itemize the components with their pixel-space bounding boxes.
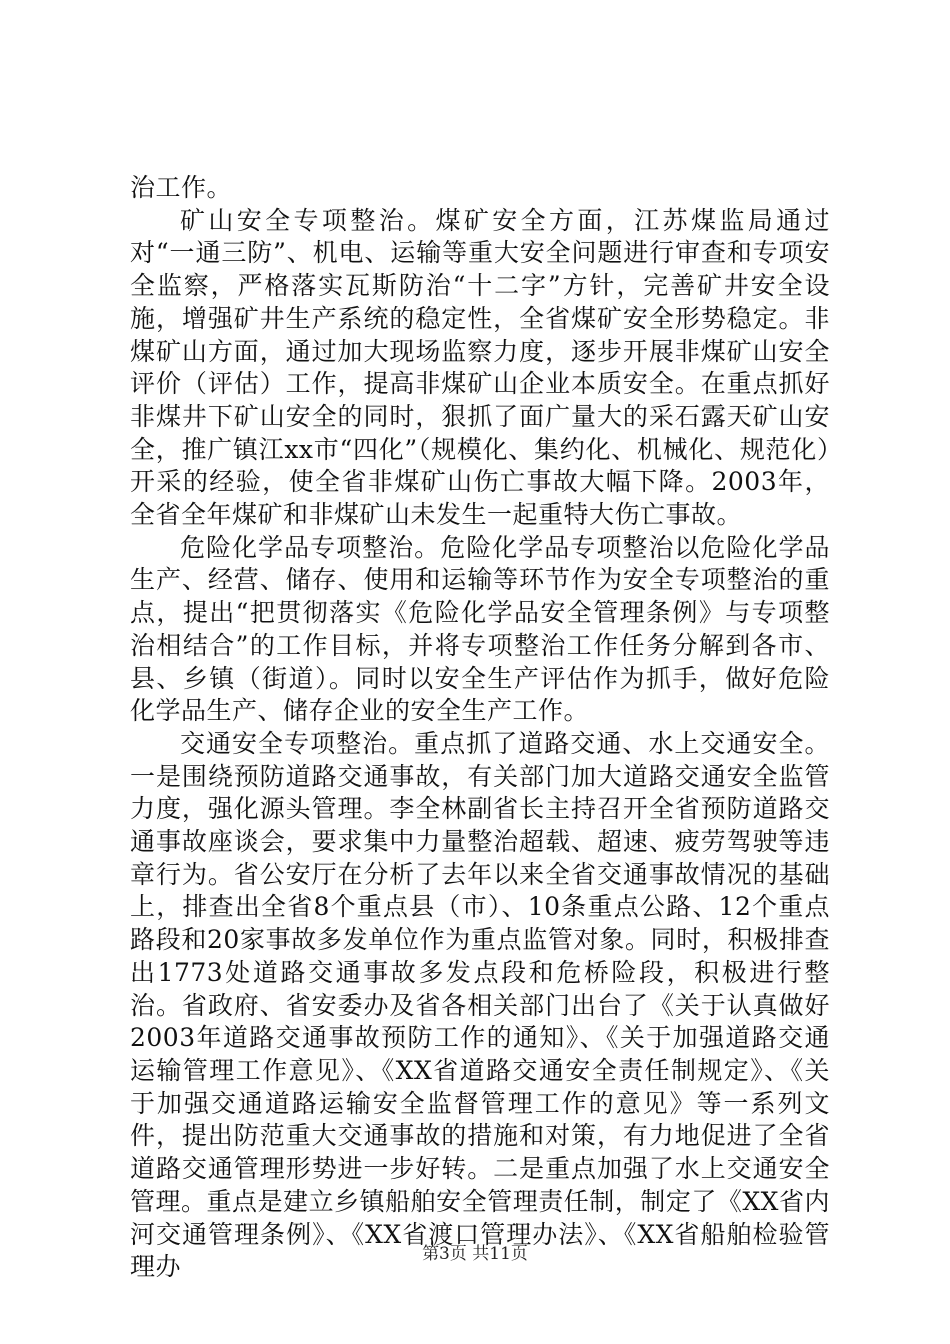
- page-footer: [0, 1243, 950, 1265]
- paragraph-hazardous-chemicals: 危险化学品专项整治。危险化学品专项整治以危险化学品生产、经营、储存、使用和运输等环节作为安全专项整治的重点，提出“把贯彻落实《危险化学品安全管理条例》与专项整治相结合”的工作目标，并将专项整治工作任务分解到各市、县、乡镇（街道）。同时以安全生产评估作为抓手，做好危险化学品生产、储存企业的安全生产工作。: [130, 532, 830, 726]
- paragraph-traffic-safety: 交通安全专项整治。重点抓了道路交通、水上交通安全。一是围绕预防道路交通事故，有关部门加大道路交通安全监管力度，强化源头管理。李全林副省长主持召开全省预防道路交通事故座谈会，要求集中力量整治超载、超速、疲劳驾驶等违章行为。省公安厅在分析了去年以来全省交通事故情况的基础上，排查出全省8个重点县（市）、10条重点公路、12个重点路段和20家事故多发单位作为重点监管对象。同时，积极排查出1773处道路交通事故多发点段和危桥险段，积极进行整治。省政府、省安委办及省各相关部门出台了《关于认真做好2003年道路交通事故预防工作的通知》、《关于加强道路交通运输管理工作意见》、《XX省道路交通安全责任制规定》、《关于加强交通道路运输安全监督管理工作的意见》等一系列文件，提出防范重大交通事故的措施和对策，有力地促进了全省道路交通管理形势进一步好转。二是重点加强了水上交通安全管理。重点是建立乡镇船舶安全管理责任制，制定了《XX省内河交通管理条例》、《XX省渡口管理办法》、《XX省船舶检验管理办: [130, 728, 830, 1282]
- paragraph-continuation: 治工作。: [130, 173, 233, 202]
- paragraph-mine-safety: 矿山安全专项整治。煤矿安全方面，江苏煤监局通过对“一通三防”、机电、运输等重大安全问题进行审查和专项安全监察，严格落实瓦斯防治“十二字”方针，完善矿井安全设施，增强矿井生产系统的稳定性，全省煤矿安全形势稳定。非煤矿山方面，通过加大现场监察力度，逐步开展非煤矿山安全评价（评估）工作，提高非煤矿山企业本质安全。在重点抓好非煤井下矿山安全的同时，狠抓了面广量大的采石露天矿山安全，推广镇江xx市“四化”（规模化、集约化、机械化、规范化）开采的经验，使全省非煤矿山伤亡事故大幅下降。2003年，全省全年煤矿和非煤矿山未发生一起重特大伤亡事故。: [130, 205, 830, 530]
- document-body: [130, 172, 830, 1284]
- page-number: 第3页 共11页: [422, 1244, 528, 1264]
